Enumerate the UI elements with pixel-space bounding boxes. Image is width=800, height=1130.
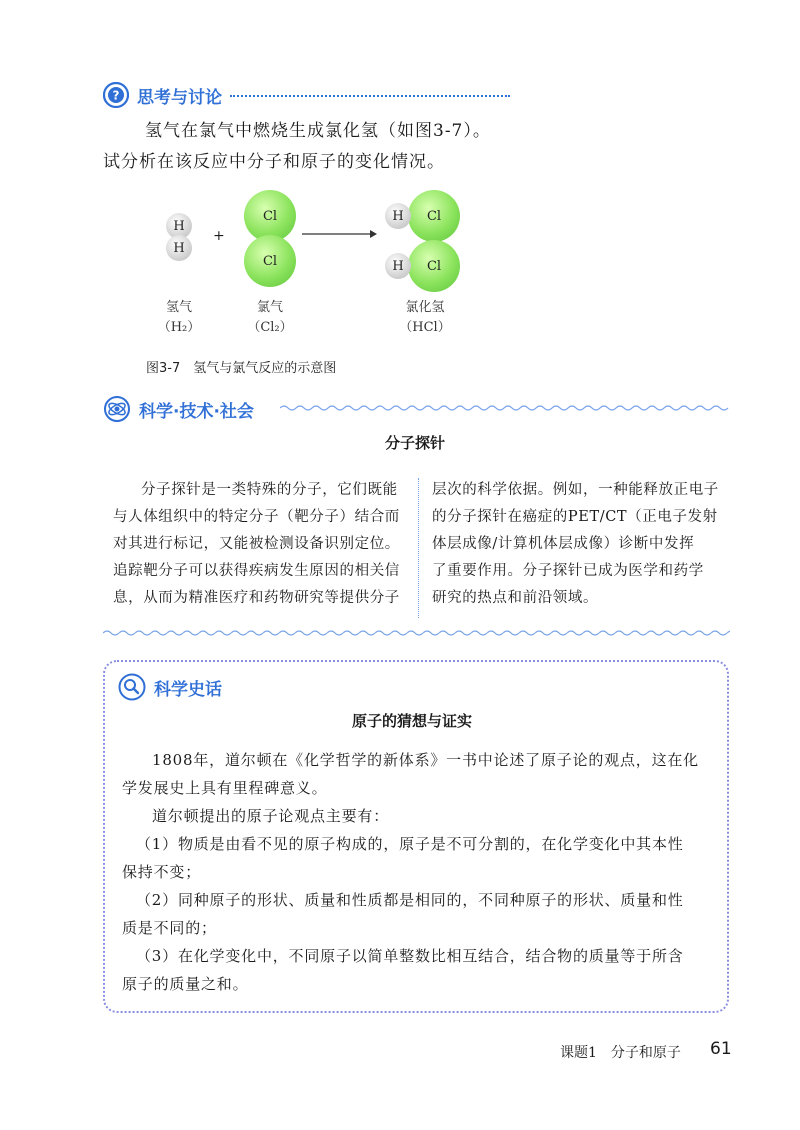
- sts-header: [103, 394, 254, 424]
- chlorine-atom: Cl: [408, 240, 460, 292]
- text-line: 1808年，道尔顿在《化学哲学的新体系》一书中论述了原子论的观点，这在化: [152, 751, 699, 769]
- text-line: 原子的质量之和。: [122, 975, 249, 993]
- text-line: 追踪靶分子可以获得疾病发生原因的相关信: [113, 563, 400, 579]
- think-discuss-title: 思考与讨论: [137, 87, 222, 108]
- think-paragraph-line-2: 试分析在该反应中分子和原子的变化情况。: [103, 152, 445, 172]
- text-line: 研究的热点和前沿领域。: [432, 590, 599, 606]
- column-divider: [418, 478, 419, 618]
- molecule-label-h2: 氢气 （H₂）: [157, 300, 201, 335]
- wavy-divider: [103, 629, 730, 637]
- text-line: 息，从而为精准医疗和药物研究等提供分子: [113, 590, 400, 606]
- sts-title: 科学·技术·社会: [139, 401, 254, 422]
- text-line: 保持不变；: [122, 863, 202, 881]
- question-icon: [103, 82, 129, 108]
- text-line: 了重要作用。分子探针已成为医学和药学: [432, 563, 704, 579]
- section-divider: [230, 95, 510, 97]
- hydrogen-atom: H: [166, 213, 192, 239]
- text-line: 对其进行标记，又能被检测设备识别定位。: [113, 536, 400, 552]
- atom-orbit-icon: [103, 396, 131, 422]
- chlorine-atom: Cl: [244, 190, 296, 242]
- text-line: 层次的科学依据。例如，一种能释放正电子: [432, 482, 719, 498]
- text-line: 体层成像/计算机体层成像）诊断中发挥: [432, 536, 695, 552]
- text-line: 的分子探针在癌症的PET/CT（正电子发射: [432, 509, 718, 525]
- sts-left-column: [113, 477, 413, 612]
- magnifier-icon: [118, 673, 146, 701]
- history-title: 科学史话: [154, 679, 222, 700]
- plus-sign: +: [213, 228, 225, 244]
- svg-text:?: ?: [112, 88, 120, 103]
- chlorine-atom: Cl: [408, 190, 460, 242]
- figure-caption: 图3-7 氢气与氯气反应的示意图: [146, 361, 337, 376]
- hydrogen-atom: H: [385, 253, 411, 279]
- text-line: （3）在化学变化中，不同原子以简单整数比相互结合，结合物的质量等于所含: [136, 947, 684, 965]
- chapter-footer: 课题1 分子和原子: [560, 1045, 681, 1061]
- text-line: （1）物质是由看不见的原子构成的，原子是不可分割的，在化学变化中其本性: [136, 835, 684, 853]
- reaction-arrow: [300, 228, 378, 240]
- chlorine-atom: Cl: [244, 235, 296, 287]
- page-number: 61: [710, 1039, 732, 1059]
- think-paragraph-line-1: 氢气在氯气中燃烧生成氯化氢（如图3-7）。: [145, 121, 491, 141]
- think-discuss-header: [103, 80, 222, 110]
- molecule-label-hcl: 氯化氢 （HCl）: [399, 300, 451, 335]
- text-line: （2）同种原子的形状、质量和性质都是相同的，不同种原子的形状、质量和性: [136, 891, 684, 909]
- history-article-heading: 原子的猜想与证实: [352, 712, 473, 730]
- text-line: 学发展史上具有里程碑意义。: [122, 779, 328, 797]
- history-header: [118, 672, 222, 702]
- sts-right-column: [432, 477, 732, 612]
- wavy-divider: [280, 404, 730, 412]
- text-line: 质是不同的；: [122, 919, 217, 937]
- text-line: 与人体组织中的特定分子（靶分子）结合而: [113, 509, 400, 525]
- hydrogen-atom: H: [166, 235, 192, 261]
- text-line: 道尔顿提出的原子论观点主要有：: [152, 807, 390, 825]
- history-body: [122, 746, 722, 998]
- molecule-label-cl2: 氯气 （Cl₂）: [247, 300, 293, 335]
- text-line: 分子探针是一类特殊的分子，它们既能: [141, 482, 398, 498]
- hydrogen-atom: H: [385, 203, 411, 229]
- reaction-figure: [140, 190, 520, 350]
- sts-article-heading: 分子探针: [385, 434, 446, 452]
